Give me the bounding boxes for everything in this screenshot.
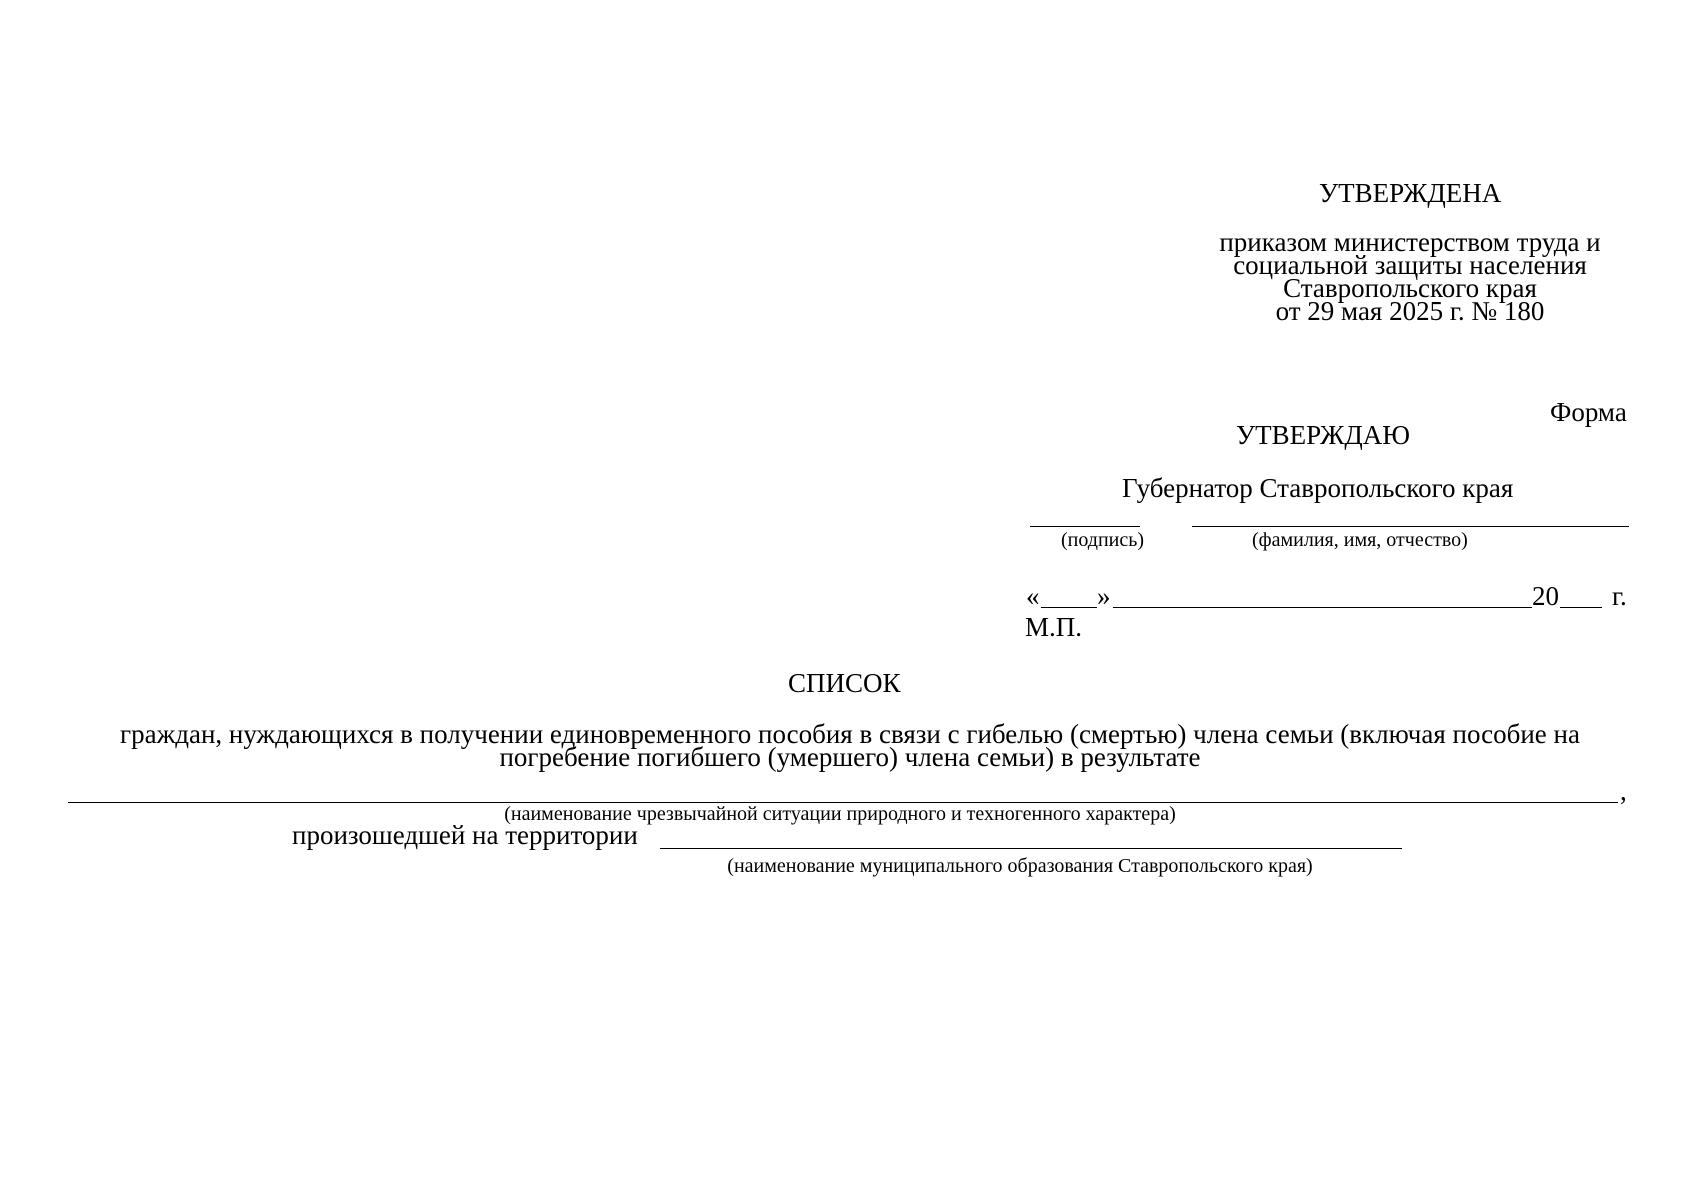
approval-line: Ставропольского края [1283, 273, 1537, 303]
approval-line: приказом министерством труда и [1219, 227, 1601, 257]
emergency-caption: (наименование чрезвычайной ситуации природного и техногенного характера) [504, 803, 1176, 825]
full-name-line[interactable] [1192, 526, 1629, 527]
date-month-line[interactable] [1113, 607, 1532, 608]
description-line: погребение погибшего (умершего) члена семьи) в результате [499, 742, 1201, 772]
governor-position: Губернатор Ставропольского края [1122, 473, 1514, 503]
date-close-quote: » [1097, 581, 1111, 611]
approval-heading: УТВЕРЖДЕНА [1319, 178, 1502, 208]
full-name-caption: (фамилия, имя, отчество) [1252, 529, 1468, 551]
approval-order-block [1190, 227, 1630, 326]
date-open-quote: « [1026, 581, 1040, 611]
form-label: Форма [1550, 397, 1627, 427]
stamp-label: М.П. [1025, 612, 1083, 642]
signature-line[interactable] [1030, 526, 1140, 527]
approval-line: от 29 мая 2025 г. № 180 [1275, 296, 1545, 326]
trailing-comma: , [1620, 776, 1627, 806]
description-line: граждан, нуждающихся в получении единовременного пособия в связи с гибелью (смертью) члена семьи (включая пособие на [120, 719, 1580, 749]
municipality-caption: (наименование муниципального образования Ставропольского края) [727, 855, 1313, 877]
list-title: СПИСОК [788, 668, 901, 698]
list-description [70, 719, 1630, 772]
date-year-line[interactable] [1560, 607, 1602, 608]
territory-label: произошедшей на территории [292, 820, 638, 850]
municipality-name-line[interactable] [660, 848, 1402, 849]
date-year-suffix: г. [1612, 581, 1627, 611]
approval-line: социальной защиты населения [1233, 250, 1587, 280]
date-year-prefix: 20 [1532, 581, 1559, 611]
date-day-line[interactable] [1041, 607, 1097, 608]
approve-heading: УТВЕРЖДАЮ [1236, 420, 1411, 450]
signature-caption: (подпись) [1061, 529, 1145, 551]
